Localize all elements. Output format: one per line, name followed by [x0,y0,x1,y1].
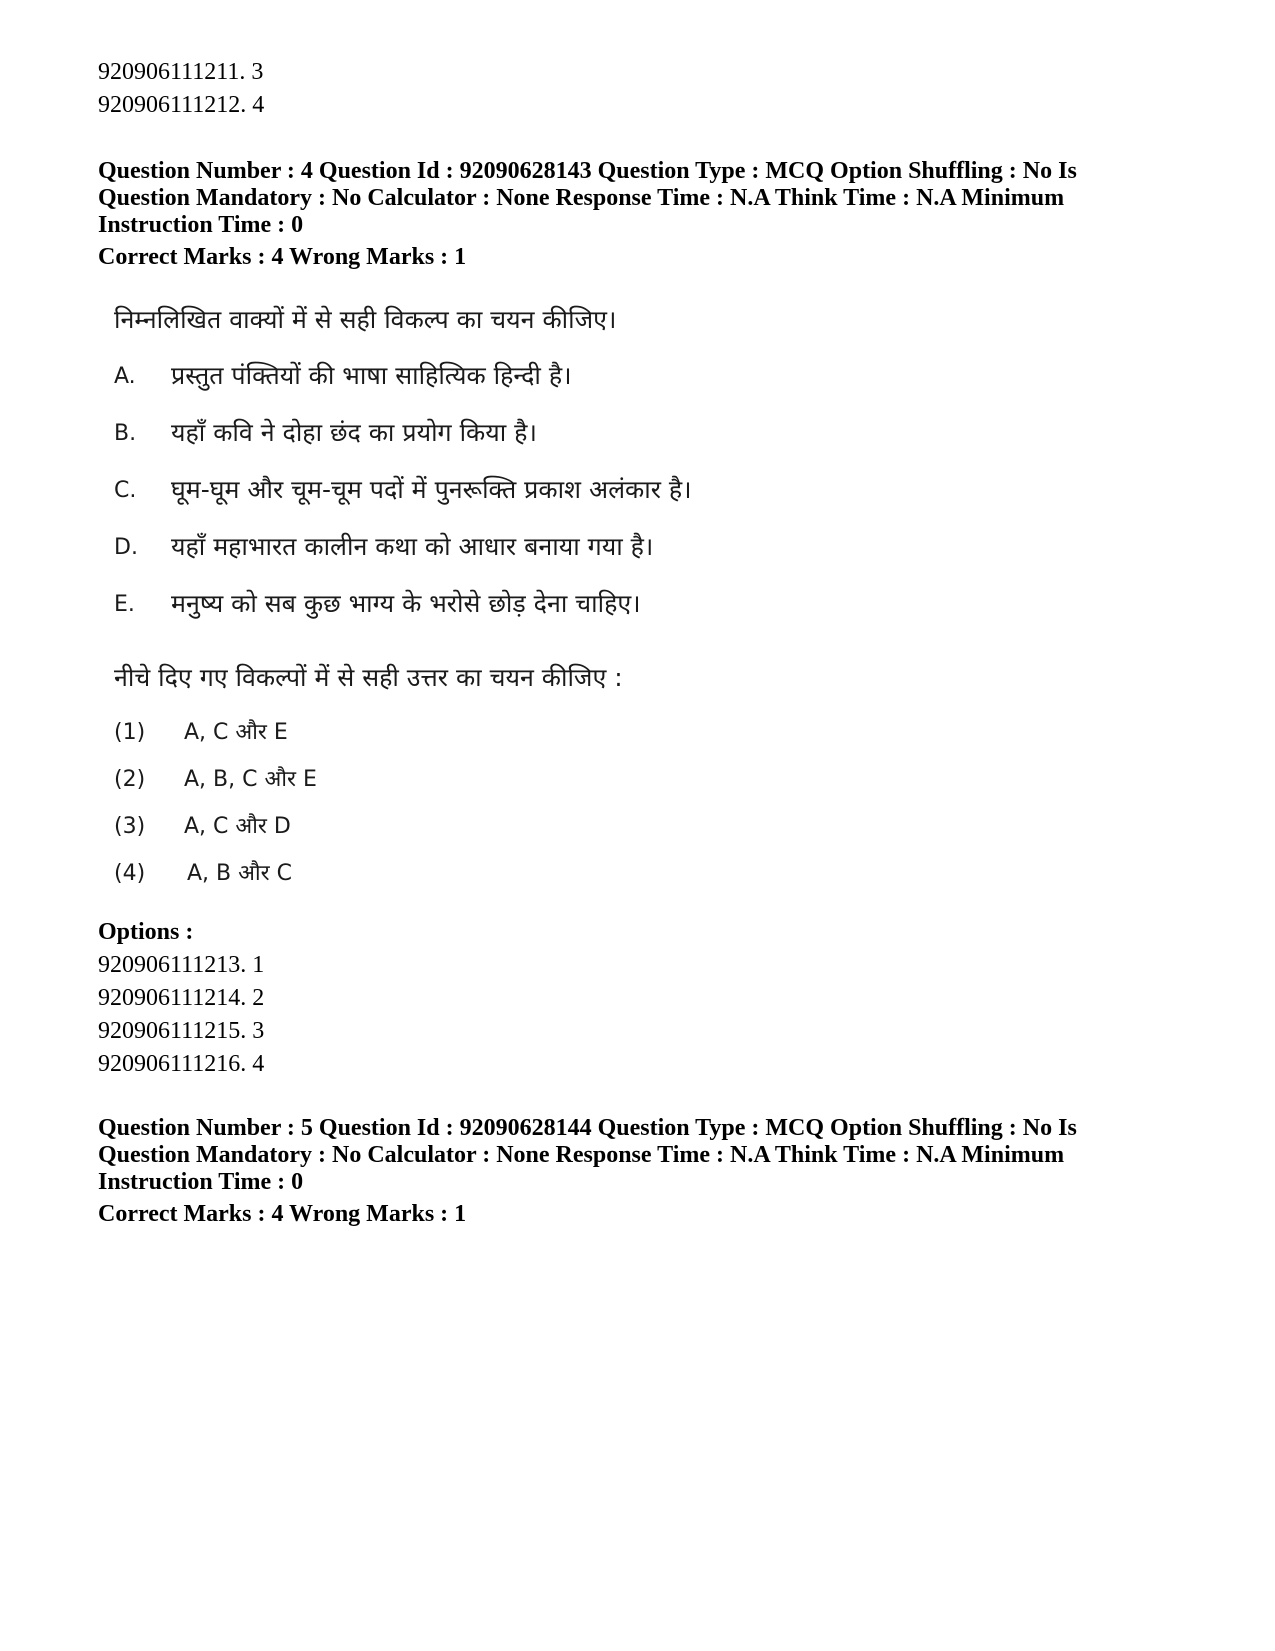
choice-text: A, C और E [184,720,288,745]
option-line: 920906111214. 2 [98,985,265,1011]
question-meta-line: Instruction Time : 0 [98,1169,304,1195]
question-4-options [98,918,1178,1083]
statement-text: यहाँ महाभारत कालीन कथा को आधार बनाया गया है। [171,532,654,561]
question-marks: Correct Marks : 4 Wrong Marks : 1 [98,1201,467,1227]
statement-label: B. [114,421,137,446]
option-line: 920906111216. 4 [98,1051,265,1077]
question-5-header [98,1114,1178,1228]
statement-text: प्रस्तुत पंक्तियों की भाषा साहित्यिक हिन्दी है। [171,361,572,390]
question-meta-line: Instruction Time : 0 [98,212,304,238]
question-meta-line: Question Mandatory : No Calculator : None Response Time : N.A Think Time : N.A Minimum [98,185,1065,211]
question-meta-line: Question Mandatory : No Calculator : None Response Time : N.A Think Time : N.A Minimum [98,1142,1065,1168]
options-heading: Options : [98,919,194,945]
statement-label: A. [114,364,136,389]
question-4-header [98,157,1178,271]
choice-text: A, C और D [184,814,291,839]
choice-text: A, B, C और E [184,767,317,792]
statement-text: मनुष्य को सब कुछ भाग्य के भरोसे छोड़ देना चाहिए। [171,589,641,618]
option-line: 920906111211. 3 [98,59,264,85]
option-line: 920906111212. 4 [98,92,265,118]
choice-text: A, B और C [187,861,292,886]
choice-label: (2) [114,767,146,792]
choice-label: (3) [114,814,146,839]
choice-label: (4) [114,861,146,886]
option-line: 920906111213. 1 [98,952,265,978]
question-meta-line: Question Number : 5 Question Id : 92090628144 Question Type : MCQ Option Shuffling : No Is [98,1115,1077,1141]
statement-label: E. [114,592,135,617]
question-marks: Correct Marks : 4 Wrong Marks : 1 [98,244,467,270]
option-line: 920906111215. 3 [98,1018,265,1044]
previous-question-options [98,58,1178,124]
statement-label: C. [114,478,137,503]
answer-instruction: नीचे दिए गए विकल्पों में से सही उत्तर का चयन कीजिए : [114,663,623,692]
statement-text: यहाँ कवि ने दोहा छंद का प्रयोग किया है। [171,418,537,447]
question-meta-line: Question Number : 4 Question Id : 92090628143 Question Type : MCQ Option Shuffling : No Is [98,158,1077,184]
statement-text: घूम-घूम और चूम-चूम पदों में पुनरूक्ति प्रकाश अलंकार है। [171,475,692,504]
statement-label: D. [114,535,138,560]
choice-label: (1) [114,720,146,745]
question-stem: निम्नलिखित वाक्यों में से सही विकल्प का चयन कीजिए। [114,305,617,334]
